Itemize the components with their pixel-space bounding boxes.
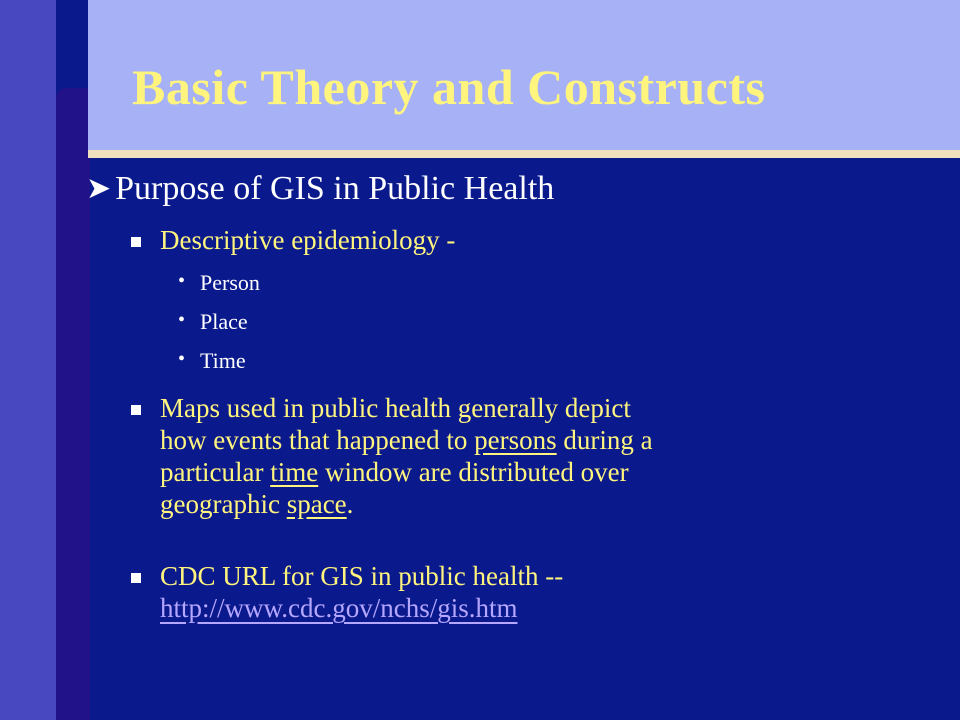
dot-bullet-icon: •: [178, 309, 186, 331]
bullet-cdc: [160, 560, 563, 624]
square-bullet-icon: [131, 573, 141, 583]
text: window are distributed over: [318, 457, 629, 487]
text: how events that happened to: [160, 425, 475, 455]
text: geographic: [160, 489, 287, 519]
subitem-place: Place: [200, 309, 248, 334]
dot-bullet-icon: •: [178, 348, 186, 370]
slide-title: Basic Theory and Constructs: [132, 59, 766, 115]
square-bullet-icon: [131, 237, 141, 247]
maps-line-1: Maps used in public health generally depict: [160, 393, 631, 423]
persons-emphasis: persons: [474, 425, 557, 455]
heading-text: Purpose of GIS in Public Health: [115, 170, 555, 207]
subitem-person: Person: [200, 270, 260, 295]
cdc-text: CDC URL for GIS in public health --: [160, 561, 564, 591]
subitem-time: Time: [200, 348, 246, 373]
arrow-bullet-icon: ➤: [86, 172, 112, 205]
maps-line-4: [160, 488, 653, 520]
cdc-gis-link[interactable]: http://www.cdc.gov/nchs/gis.htm: [160, 593, 518, 623]
maps-line-2: [160, 424, 653, 456]
text: during a: [556, 425, 653, 455]
time-emphasis: time: [270, 457, 319, 487]
bullet-descriptive: Descriptive epidemiology -: [160, 225, 456, 255]
text: .: [346, 489, 354, 519]
bullet-maps: [160, 392, 653, 520]
heading-bullet: [86, 170, 554, 208]
text: particular: [160, 457, 271, 487]
dot-bullet-icon: •: [178, 270, 186, 292]
space-emphasis: space: [286, 489, 347, 519]
maps-line-3: [160, 456, 653, 488]
square-bullet-icon: [131, 405, 141, 415]
